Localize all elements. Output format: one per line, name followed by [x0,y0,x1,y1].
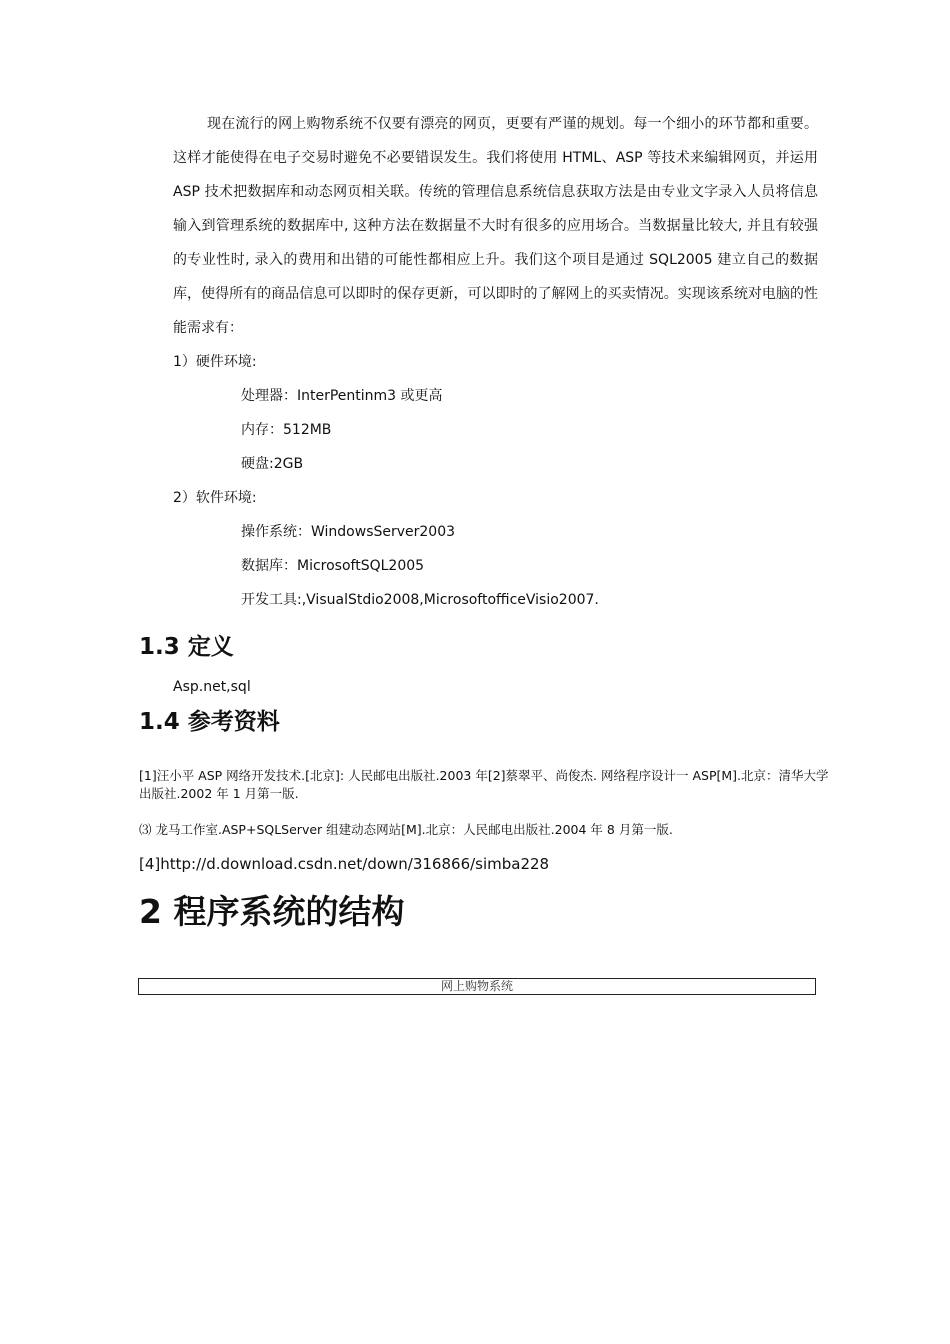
section-2-heading: 2 程序系统的结构 [139,892,405,931]
hardware-memory: 内存：512MB [241,422,332,438]
software-title: 2）软件环境: [173,490,257,506]
hardware-disk: 硬盘:2GB [241,456,304,472]
reference-item-link: [4]http://d.download.csdn.net/down/316866/simba228 [139,855,550,873]
reference-item: [1]汪小平 ASP 网络开发技术.[北京]: 人民邮电出版社.2003 年[2]蔡翠平、尚俊杰. 网络程序设计一 ASP[M].北京：清华大学出版社.2002 年 1 月第一版. [139,768,829,801]
hardware-title: 1）硬件环境: [173,354,257,370]
software-database: 数据库：MicrosoftSQL2005 [241,558,425,574]
intro-paragraph: 现在流行的网上购物系统不仅要有漂亮的网页，更要有严谨的规划。每一个细小的环节都和重要。这样才能使得在电子交易时避免不必要错误发生。我们将使用 HTML、ASP 等技术来编辑网页，并运用 ASP 技术把数据库和动态网页相关联。传统的管理信息系统信息获取方法是由专业文字录入人员将信息输入到管理系统的数据库中, 这种方法在数据量不大时有很多的应用场合。当数据量比较大, 并且有较强的专业性时, 录入的费用和出错的可能性都相应上升。我们这个项目是通过 SQL2005 建立自己的数据库，使得所有的商品信息可以即时的保存更新，可以即时的了解网上的买卖情况。实现该系统对电脑的性能需求有： [173,116,818,336]
software-tools: 开发工具:,VisualStdio2008,MicrosoftofficeVisio2007. [241,592,599,608]
reference-item: ⑶ 龙马工作室.ASP+SQLServer 组建动态网站[M].北京：人民邮电出版社.2004 年 8 月第一版. [139,822,673,837]
section-1-3-body: Asp.net,sql [173,679,251,695]
section-1-4-heading: 1.4 参考资料 [139,709,280,735]
software-os: 操作系统：WindowsServer2003 [241,524,456,540]
hardware-cpu: 处理器：InterPentinm3 或更高 [241,388,443,404]
section-1-3-heading: 1.3 定义 [139,634,234,660]
structure-diagram-root-node: 网上购物系统 [138,978,816,995]
